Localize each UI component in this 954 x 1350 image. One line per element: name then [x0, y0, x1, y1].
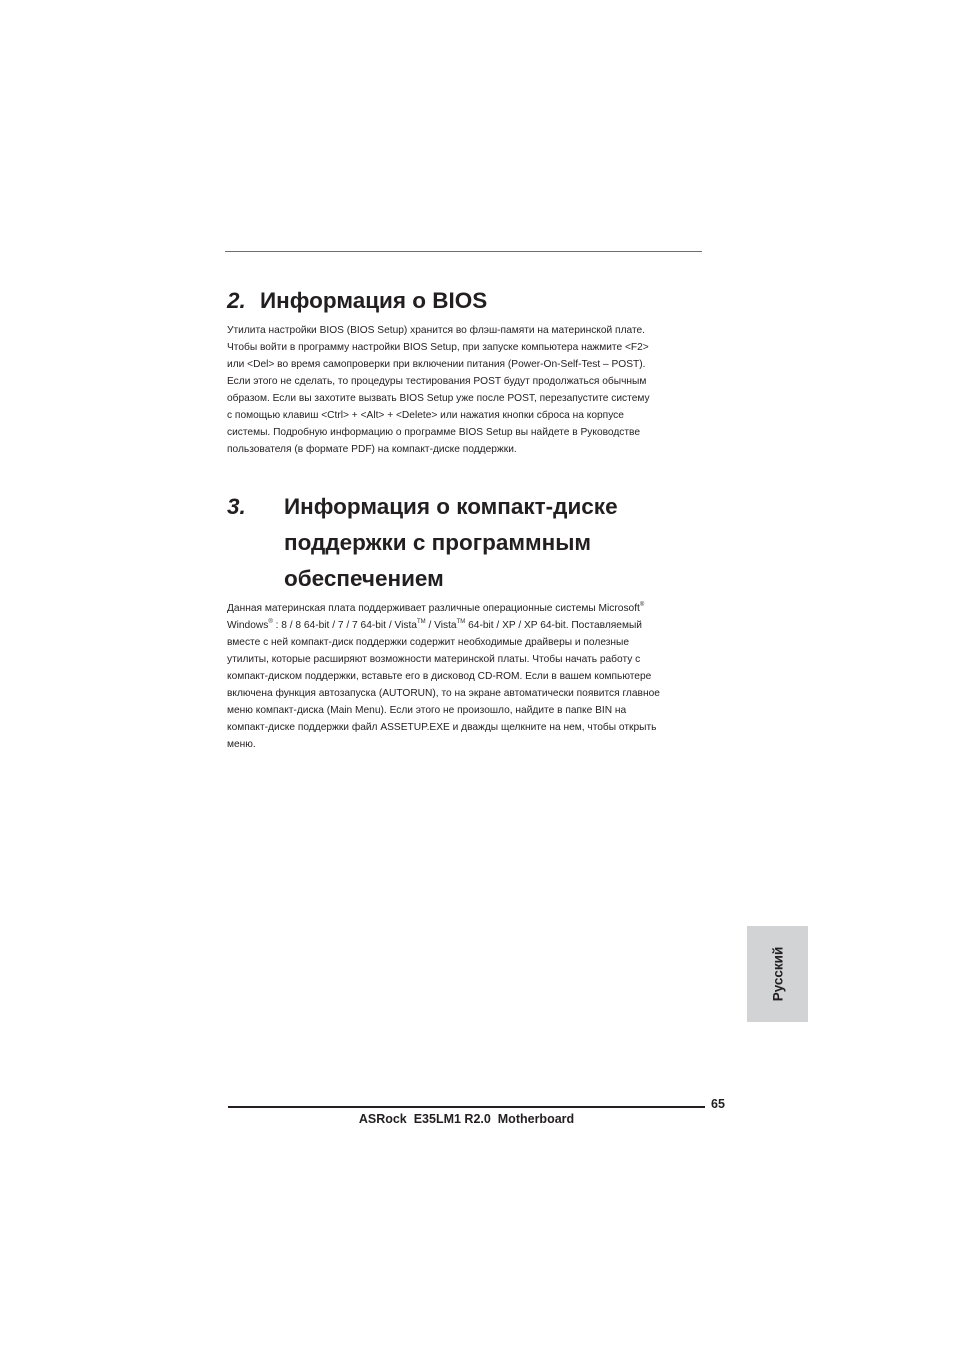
- text-line: утилиты, которые расширяют возможности материнской платы. Чтобы начать работу с: [227, 654, 641, 665]
- footer-divider: [228, 1106, 705, 1108]
- text-line: Утилита настройки BIOS (BIOS Setup) хранится во флэш-памяти на материнской плате.: [227, 325, 646, 336]
- language-tab: [747, 926, 808, 1022]
- text-segment: 64-bit / XP / XP 64-bit. Поставляемый: [465, 620, 642, 631]
- section-2-title: Информация о BIOS: [260, 288, 488, 313]
- section-3-title-line: поддержки с программным: [284, 530, 592, 555]
- text-line: системы. Подробную информацию о программе BIOS Setup вы найдете в Руководстве: [227, 427, 641, 438]
- trademark-mark: TM: [456, 619, 466, 625]
- page-number: 65: [711, 1097, 725, 1111]
- text-line: включена функция автозапуска (AUTORUN), то на экране автоматически появится главное: [227, 688, 660, 699]
- text-line: меню.: [227, 739, 256, 750]
- section-3-title-line: обеспечением: [284, 566, 444, 591]
- text-line: меню компакт-диска (Main Menu). Если этого не произошло, найдите в папке BIN на: [227, 705, 627, 716]
- registered-mark: ®: [639, 602, 645, 608]
- section-3-number: 3.: [227, 494, 246, 519]
- trademark-mark: TM: [416, 619, 426, 625]
- text-line: или <Del> во время самопроверки при включении питания (Power-On-Self-Test – POST).: [227, 359, 646, 370]
- text-line: компакт-диском поддержки, вставьте его в дисковод CD-ROM. Если в вашем компьютере: [227, 671, 652, 682]
- section-3-title-line: Информация о компакт-диске: [284, 494, 618, 519]
- text-line: образом. Если вы захотите вызвать BIOS Setup уже после POST, перезапустите систему: [227, 393, 650, 404]
- text-line: с помощью клавиш <Ctrl> + <Alt> + <Delete> или нажатия кнопки сброса на корпусе: [227, 410, 624, 421]
- section-2-paragraph: [227, 322, 707, 458]
- footer-text: ASRock E35LM1 R2.0 Motherboard: [358, 1112, 575, 1126]
- text-segment: Данная материнская плата поддерживает различные операционные системы Microsoft: [227, 603, 640, 614]
- section-3-heading: [227, 489, 707, 597]
- text-line: компакт-диске поддержки файл ASSETUP.EXE и дважды щелкните на нем, чтобы открыть: [227, 722, 657, 733]
- section-2-heading: [227, 283, 707, 319]
- language-tab-label: Русский: [770, 946, 785, 1002]
- text-line: Если этого не сделать, то процедуры тестирования POST будут продолжаться обычным: [227, 376, 647, 387]
- text-line: [227, 617, 707, 634]
- text-segment: Windows: [227, 620, 269, 631]
- registered-mark: ®: [268, 619, 273, 625]
- section-3-paragraph: [227, 600, 707, 753]
- text-line: вместе с ней компакт-диск поддержки содержит необходимые драйверы и полезные: [227, 637, 630, 648]
- text-line: [227, 600, 707, 617]
- text-segment: : 8 / 8 64-bit / 7 / 7 64-bit / Vista: [272, 620, 417, 631]
- top-divider: [225, 251, 702, 252]
- text-line: пользователя (в формате PDF) на компакт-диске поддержки.: [227, 444, 517, 455]
- section-2-number: 2.: [227, 288, 246, 313]
- text-segment: / Vista: [425, 620, 457, 631]
- text-line: Чтобы войти в программу настройки BIOS Setup, при запуске компьютера нажмите <F2>: [227, 342, 649, 353]
- section-3-title: [284, 489, 704, 597]
